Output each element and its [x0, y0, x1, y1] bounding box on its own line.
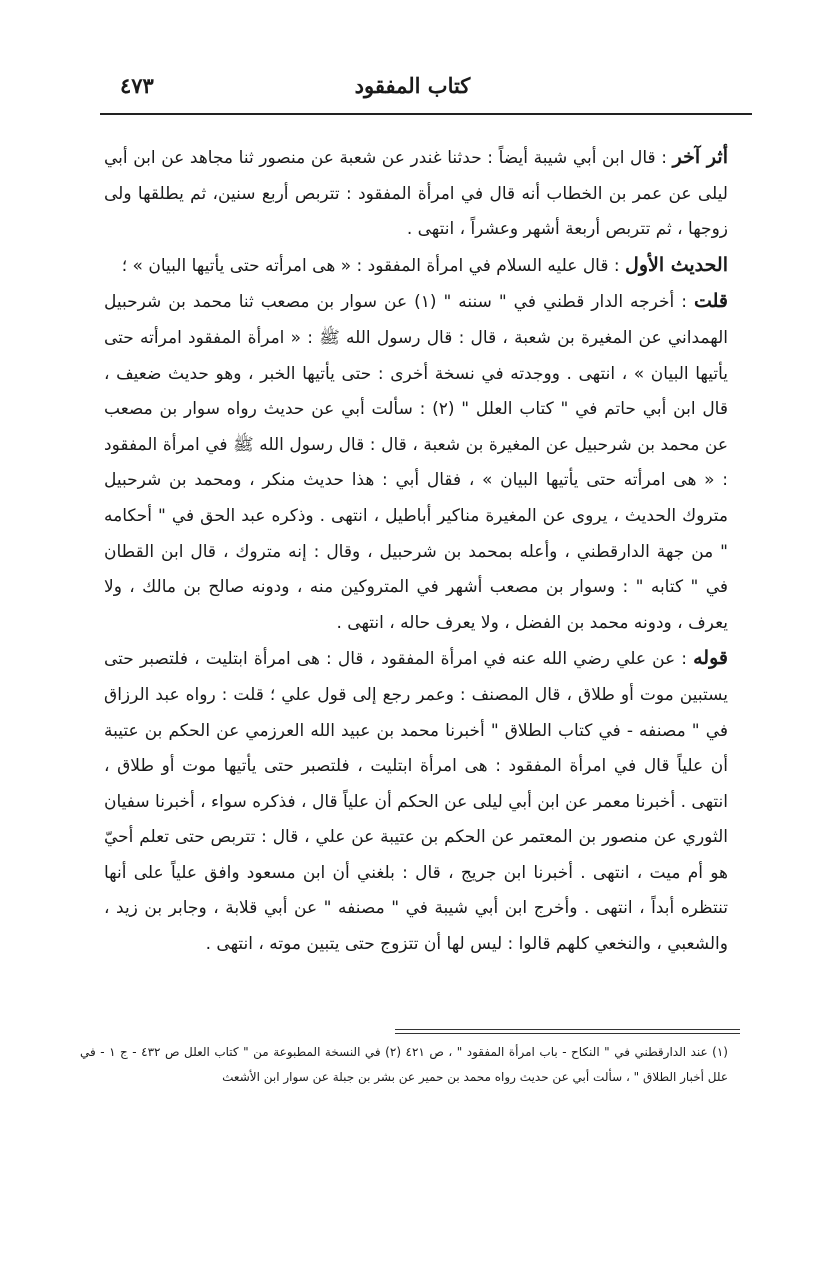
paragraph-text: : قال عليه السلام في امرأة المفقود : « هى امرأته حتى يأتيها البيان » ؛	[121, 255, 626, 276]
footnote-rule	[395, 1033, 740, 1034]
paragraph-text: : قال ابن أبي شيبة أيضاً : حدثنا غندر عن شعبة عن منصور ثنا مجاهد عن ابن أبي ليلى عن عمر بن الخطاب أنه قال في امرأة المفقود : تتربص أربع سنين، ثم يطلقها ولى زوجها ، ثم تتربص أربعة أشهر وعشراً ، انتهى .	[104, 148, 728, 240]
paragraph-text: : عن علي رضي الله عنه في امرأة المفقود ، قال : هى امرأة ابتليت ، فلتصبر حتى يستبين موت أو طلاق ، قال المصنف : وعمر رجع إلى قول علي ؛ قلت : رواه عبد الرزاق في " مصنفه - في كتاب الطلاق " أخبرنا محمد بن عبيد الله العرزمي عن الحكم بن عتيبة أن علياً قال في امرأة المفقود : هى امرأة ابتليت ، فلتصبر حتى يأتيها موت أو طلاق ، انتهى . أخبرنا معمر عن ابن أبي ليلى عن الحكم أن علياً قال ، فذكره سواء ، أخبرنا سفيان الثوري عن منصور بن المعتمر عن الحكم بن عتيبة عن علي ، قال : تتربص حتى تعلم أحيّ هو أم ميت ، انتهى . أخبرنا ابن جريج ، قال : بلغني أن ابن مسعود وافق علياً على أنها تنتظره أبداً ، انتهى . وأخرج ابن أبي شيبة في " مصنفه " عن أبي قلابة ، وجابر بن زيد ، والشعبي ، والنخعي كلهم قالوا : ليس لها أن تتزوج حتى يتبين موته ، انتهى .	[104, 649, 728, 955]
paragraph-text: : أخرجه الدار قطني في " سننه " (١) عن سوار بن مصعب ثنا محمد بن شرحبيل الهمداني عن المغيرة بن شعبة ، قال : قال رسول الله ﷺ : « امرأة المفقود امرأته حتى يأتيها البيان » ، انتهى . ووجدته في نسخة أخرى : حتى يأتيها الخبر ، وهو حديث ضعيف ، قال ابن أبي حاتم في " كتاب العلل " (٢) : سألت أبي عن حديث رواه سوار بن مصعب عن محمد بن شرحبيل عن المغيرة بن شعبة ، قال : قال رسول الله ﷺ في امرأة المفقود : « هى امرأته حتى يأتيها البيان » ، فقال أبي : هذا حديث منكر ، ومحمد بن شرحبيل متروك الحديث ، يروى عن المغيرة مناكير أباطيل ، انتهى . وذكره عبد الحق في " أحكامه " من جهة الدارقطني ، وأعله بمحمد بن شرحبيل ، وقال : إنه متروك ، قال ابن القطان في " كتابه " : وسوار بن مصعب أشهر في المتروكين منه ، ودونه صالح بن مالك ، ولا يعرف ، ودونه محمد بن الفضل ، ولا يعرف حاله ، انتهى .	[104, 292, 728, 633]
paragraph-qultu	[104, 284, 728, 641]
paragraph-hadith-first	[104, 248, 728, 285]
page-number: ٤٧٣	[120, 73, 154, 98]
header-rule	[100, 113, 752, 115]
footnote-text: (١) عند الدارقطني في " النكاح - باب امرأة المفقود " ، ص ٤٢١ (٢) في النسخة المطبوعة من " كتاب العلل ص ٤٣٢ - ج ١ - في علل أخبار الطلاق " ، سألت أبي عن حديث رواه محمد بن حمير عن بشر بن جبلة عن سوار ابن الأشعث	[80, 1045, 728, 1084]
paragraph-lead: قوله	[693, 647, 728, 670]
page-header	[100, 70, 725, 110]
running-title: كتاب المفقود	[354, 73, 471, 98]
paragraph-lead: أثر آخر	[672, 146, 728, 168]
footnotes	[80, 1040, 728, 1090]
paragraph-athar-akhar	[104, 140, 728, 248]
footnote-rule	[395, 1029, 740, 1030]
paragraph-lead: الحديث الأول	[625, 253, 728, 276]
main-text	[104, 140, 728, 963]
paragraph-qawluhu	[104, 641, 728, 962]
paragraph-lead: قلت	[693, 290, 728, 313]
